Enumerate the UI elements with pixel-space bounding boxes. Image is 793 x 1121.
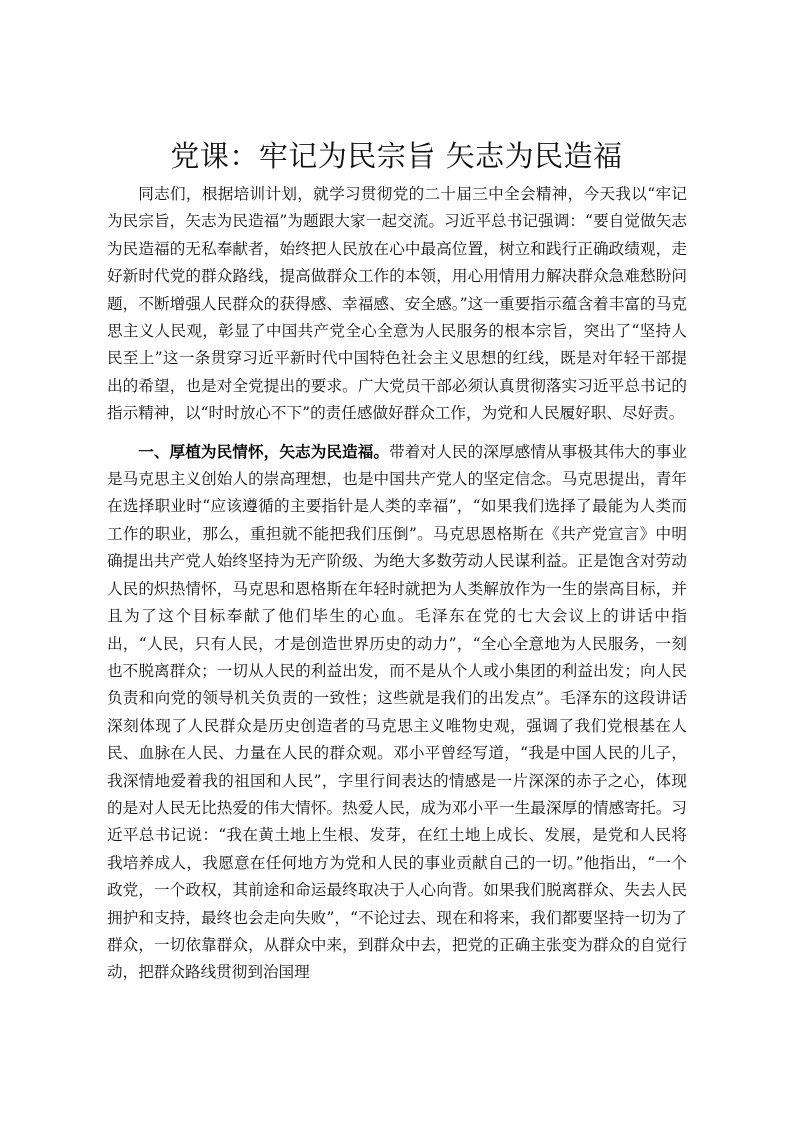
section-1-heading: 一、厚植为民情怀，矢志为民造福。: [138, 441, 390, 461]
document-title: 党课：牢记为民宗旨 矢志为民造福: [170, 139, 623, 173]
document-body: [107, 181, 687, 987]
section-1-paragraph: [107, 438, 687, 987]
section-1-body: 带着对人民的深厚感情从事极其伟大的事业是马克思主义创始人的崇高理想，也是中国共产党人的坚定信念。马克思提出，青年在选择职业时“应该遵循的主要指针是人类的幸福”，“如果我们选择了最能为人类而工作的职业，那么，重担就不能把我们压倒”。马克思恩格斯在《共产党宣言》中明确提出共产党人始终坚持为无产阶级、为绝大多数劳动人民谋利益。正是饱含对劳动人民的炽热情怀，马克思和恩格斯在年轻时就把为人类解放作为一生的崇高目标，并且为了这个目标奉献了他们毕生的心血。毛泽东在党的七大会议上的讲话中指出，“人民，只有人民，才是创造世界历史的动力”，“全心全意地为人民服务，一刻也不脱离群众；一切从人民的利益出发，而不是从个人或小集团的利益出发；向人民负责和向党的领导机关负责的一致性；这些就是我们的出发点”。毛泽东的这段讲话深刻体现了人民群众是历史创造者的马克思主义唯物史观，强调了我们党根基在人民、血脉在人民、力量在人民的群众观。邓小平曾经写道，“我是中国人民的儿子，我深情地爱着我的祖国和人民”，字里行间表达的情感是一片深深的赤子之心，体现的是对人民无比热爱的伟大情怀。热爱人民，成为邓小平一生最深厚的情感寄托。习近平总书记说：“我在黄土地上生根、发芽，在红土地上成长、发展，是党和人民将我培养成人，我愿意在任何地方为党和人民的事业贡献自己的一切。”他指出，“一个政党，一个政权，其前途和命运最终取决于人心向背。如果我们脱离群众、失去人民拥护和支持，最终也会走向失败”，“不论过去、现在和将来，我们都要坚持一切为了群众，一切依靠群众，从群众中来，到群众中去，把党的正确主张变为群众的自觉行动，把群众路线贯彻到治国理: [107, 442, 687, 982]
intro-paragraph: 同志们，根据培训计划，就学习贯彻党的二十届三中全会精神，今天我以“牢记为民宗旨，矢志为民造福”为题跟大家一起交流。习近平总书记强调：“要自觉做矢志为民造福的无私奉献者，始终把人民放在心中最高位置，树立和践行正确政绩观，走好新时代党的群众路线，提高做群众工作的本领，用心用情用力解决群众急难愁盼问题，不断增强人民群众的获得感、幸福感、安全感。”这一重要指示蕴含着丰富的马克思主义人民观，彰显了中国共产党全心全意为人民服务的根本宗旨，突出了“坚持人民至上”这一条贯穿习近平新时代中国特色社会主义思想的红线，既是对年轻干部提出的希望，也是对全党提出的要求。广大党员干部必须认真贯彻落实习近平总书记的指示精神，以“时时放心不下”的责任感做好群众工作，为党和人民履好职、尽好责。: [107, 185, 687, 423]
